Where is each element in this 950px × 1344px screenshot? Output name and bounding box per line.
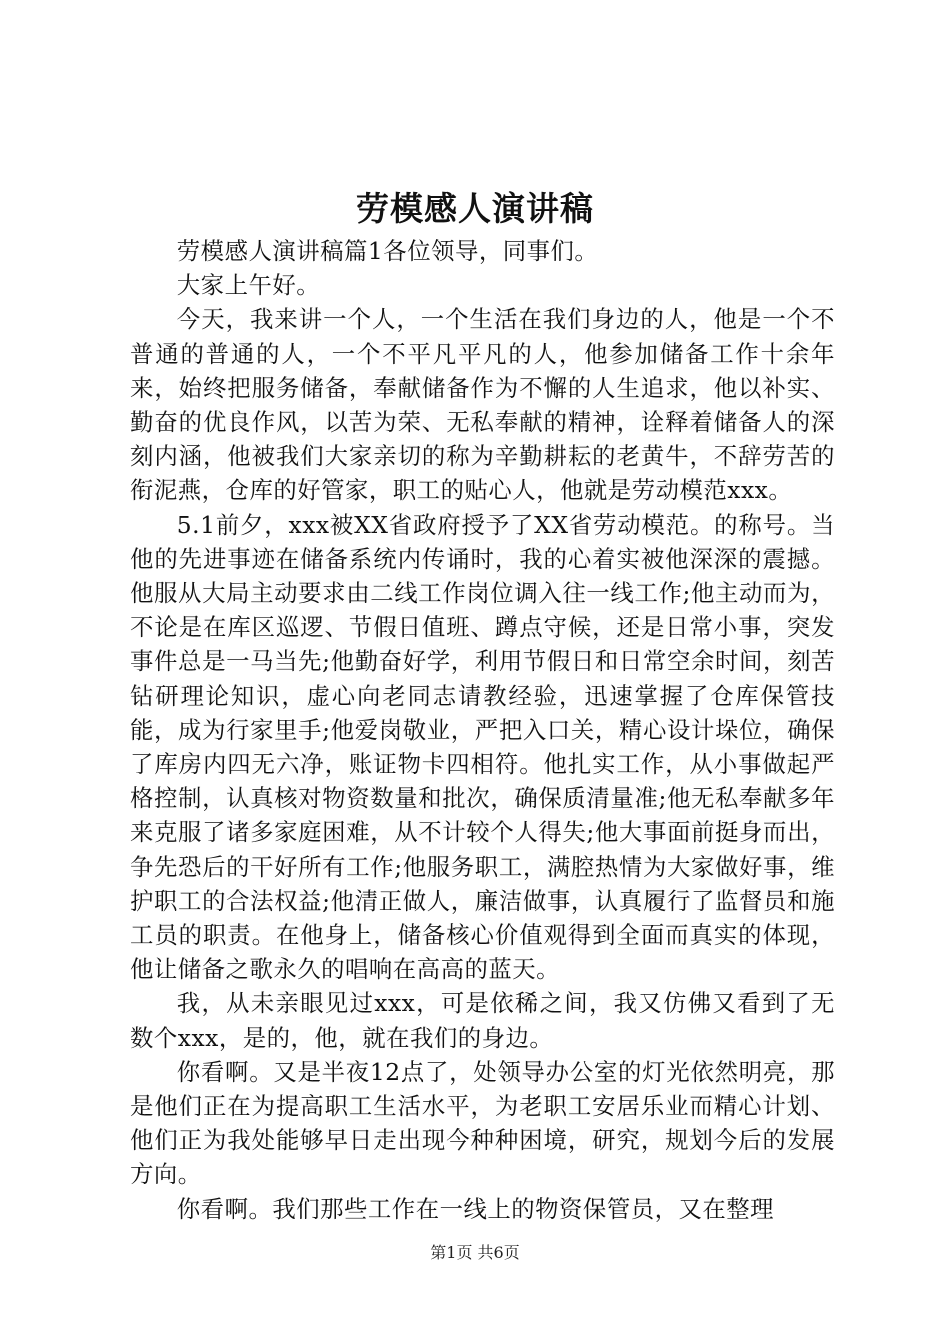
document-body <box>130 234 835 1226</box>
paragraph: 你看啊。又是半夜12点了，处领导办公室的灯光依然明亮，那是他们正在为提高职工生活水平，为老职工安居乐业而精心计划、他们正为我处能够早日走出现今种种困境，研究，规划今后的发展方向。 <box>130 1057 835 1189</box>
paragraph: 劳模感人演讲稿篇1各位领导，同事们。 <box>176 237 599 265</box>
page-number: 第1页 共6页 <box>430 1243 520 1262</box>
paragraph: 今天，我来讲一个人，一个生活在我们身边的人，他是一个不普通的普通的人，一个不平凡平凡的人，他参加储备工作十余年来，始终把服务储备，奉献储备作为不懈的人生追求，他以补实、勤奋的优良作风，以苦为荣、无私奉献的精神，诠释着储备人的深刻内涵，他被我们大家亲切的称为辛勤耕耘的老黄牛，不辞劳苦的衔泥燕，仓库的好管家，职工的贴心人，他就是劳动模范xxx。 <box>130 305 835 505</box>
paragraph: 大家上午好。 <box>176 271 321 300</box>
paragraph: 你看啊。我们那些工作在一线上的物资保管员，又在整理 <box>176 1194 775 1223</box>
paragraph: 5.1前夕，xxx被XX省政府授予了XX省劳动模范。的称号。当他的先进事迹在储备系统内传诵时，我的心着实被他深深的震撼。他服从大局主动要求由二线工作岗位调入往一线工作;他主动而为，不论是在库区巡逻、节假日值班、蹲点守候，还是日常小事，突发事件总是一马当先;他勤奋好学，利用节假日和日常空余时间，刻苦钻研理论知识，虚心向老同志请教经验，迅速掌握了仓库保管技能，成为行家里手;他爱岗敬业，严把入口关，精心设计垛位，确保了库房内四无六净，账证物卡四相符。他扎实工作，从小事做起严格控制，认真核对物资数量和批次，确保质清量准;他无私奉献多年来克服了诸多家庭困难，从不计较个人得失;他大事面前挺身而出，争先恐后的干好所有工作;他服务职工，满腔热情为大家做好事，维护职工的合法权益;他清正做人，廉洁做事，认真履行了监督员和施工员的职责。在他身上，储备核心价值观得到全面而真实的体现，他让储备之歌永久的唱响在高高的蓝天。 <box>130 510 835 984</box>
document-title: 劳模感人演讲稿 <box>356 189 594 228</box>
paragraph: 我，从未亲眼见过xxx，可是依稀之间，我又仿佛又看到了无数个xxx，是的，他，就在我们的身边。 <box>130 989 835 1052</box>
